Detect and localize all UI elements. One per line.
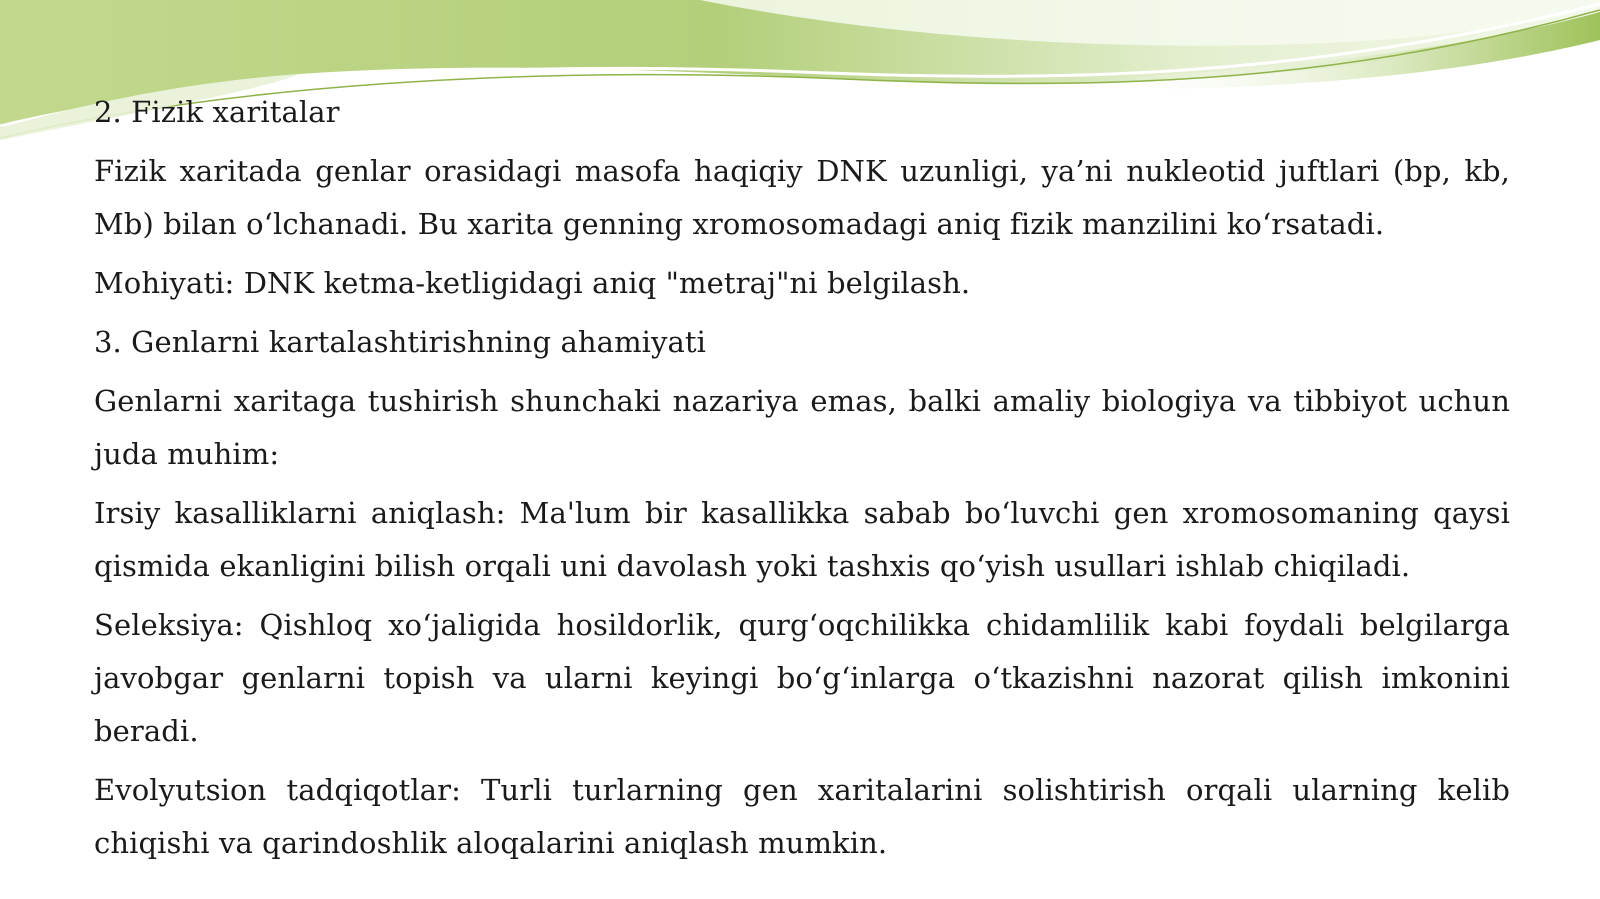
section-heading-importance: 3. Genlarni kartalashtirishning ahamiyati [94,325,707,359]
paragraph-evolutionary-research: Evolyutsion tadqiqotlar: Turli turlarning gen xaritalarini solishtirish orqali ularning kelib chiqishi va qarindoshlik aloqalarini aniqlash mumkin. [94,773,1510,860]
section-heading-physical-maps: 2. Fizik xaritalar [94,95,340,129]
paragraph-importance-intro: Genlarni xaritaga tushirish shunchaki nazariya emas, balki amaliy biologiya va tibbiyot uchun juda muhim: [94,384,1510,471]
paragraph-physical-map-definition: Fizik xaritada genlar orasidagi masofa haqiqiy DNK uzunligi, ya’ni nukleotid juftlari (bp, kb, Mb) bilan o‘lchanadi. Bu xarita genning xromosomadagi aniq fizik manzilini ko‘rsatadi. [94,154,1510,241]
paragraph-hereditary-diseases: Irsiy kasalliklarni aniqlash: Ma'lum bir kasallikka sabab bo‘luvchi gen xromosomaning qaysi qismida ekanligini bilish orqali uni davolash yoki tashxis qo‘yish usullari ishlab chiqiladi. [94,496,1510,583]
paragraph-selection: Seleksiya: Qishloq xo‘jaligida hosildorlik, qurg‘oqchilikka chidamlilik kabi foydali belgilarga javobgar genlarni topish va ularni keyingi bo‘g‘inlarga o‘tkazishni nazorat qilish imkonini beradi. [94,608,1510,748]
slide-content [94,86,1510,876]
paragraph-essence: Mohiyati: DNK ketma-ketligidagi aniq "metraj"ni belgilash. [94,266,971,300]
